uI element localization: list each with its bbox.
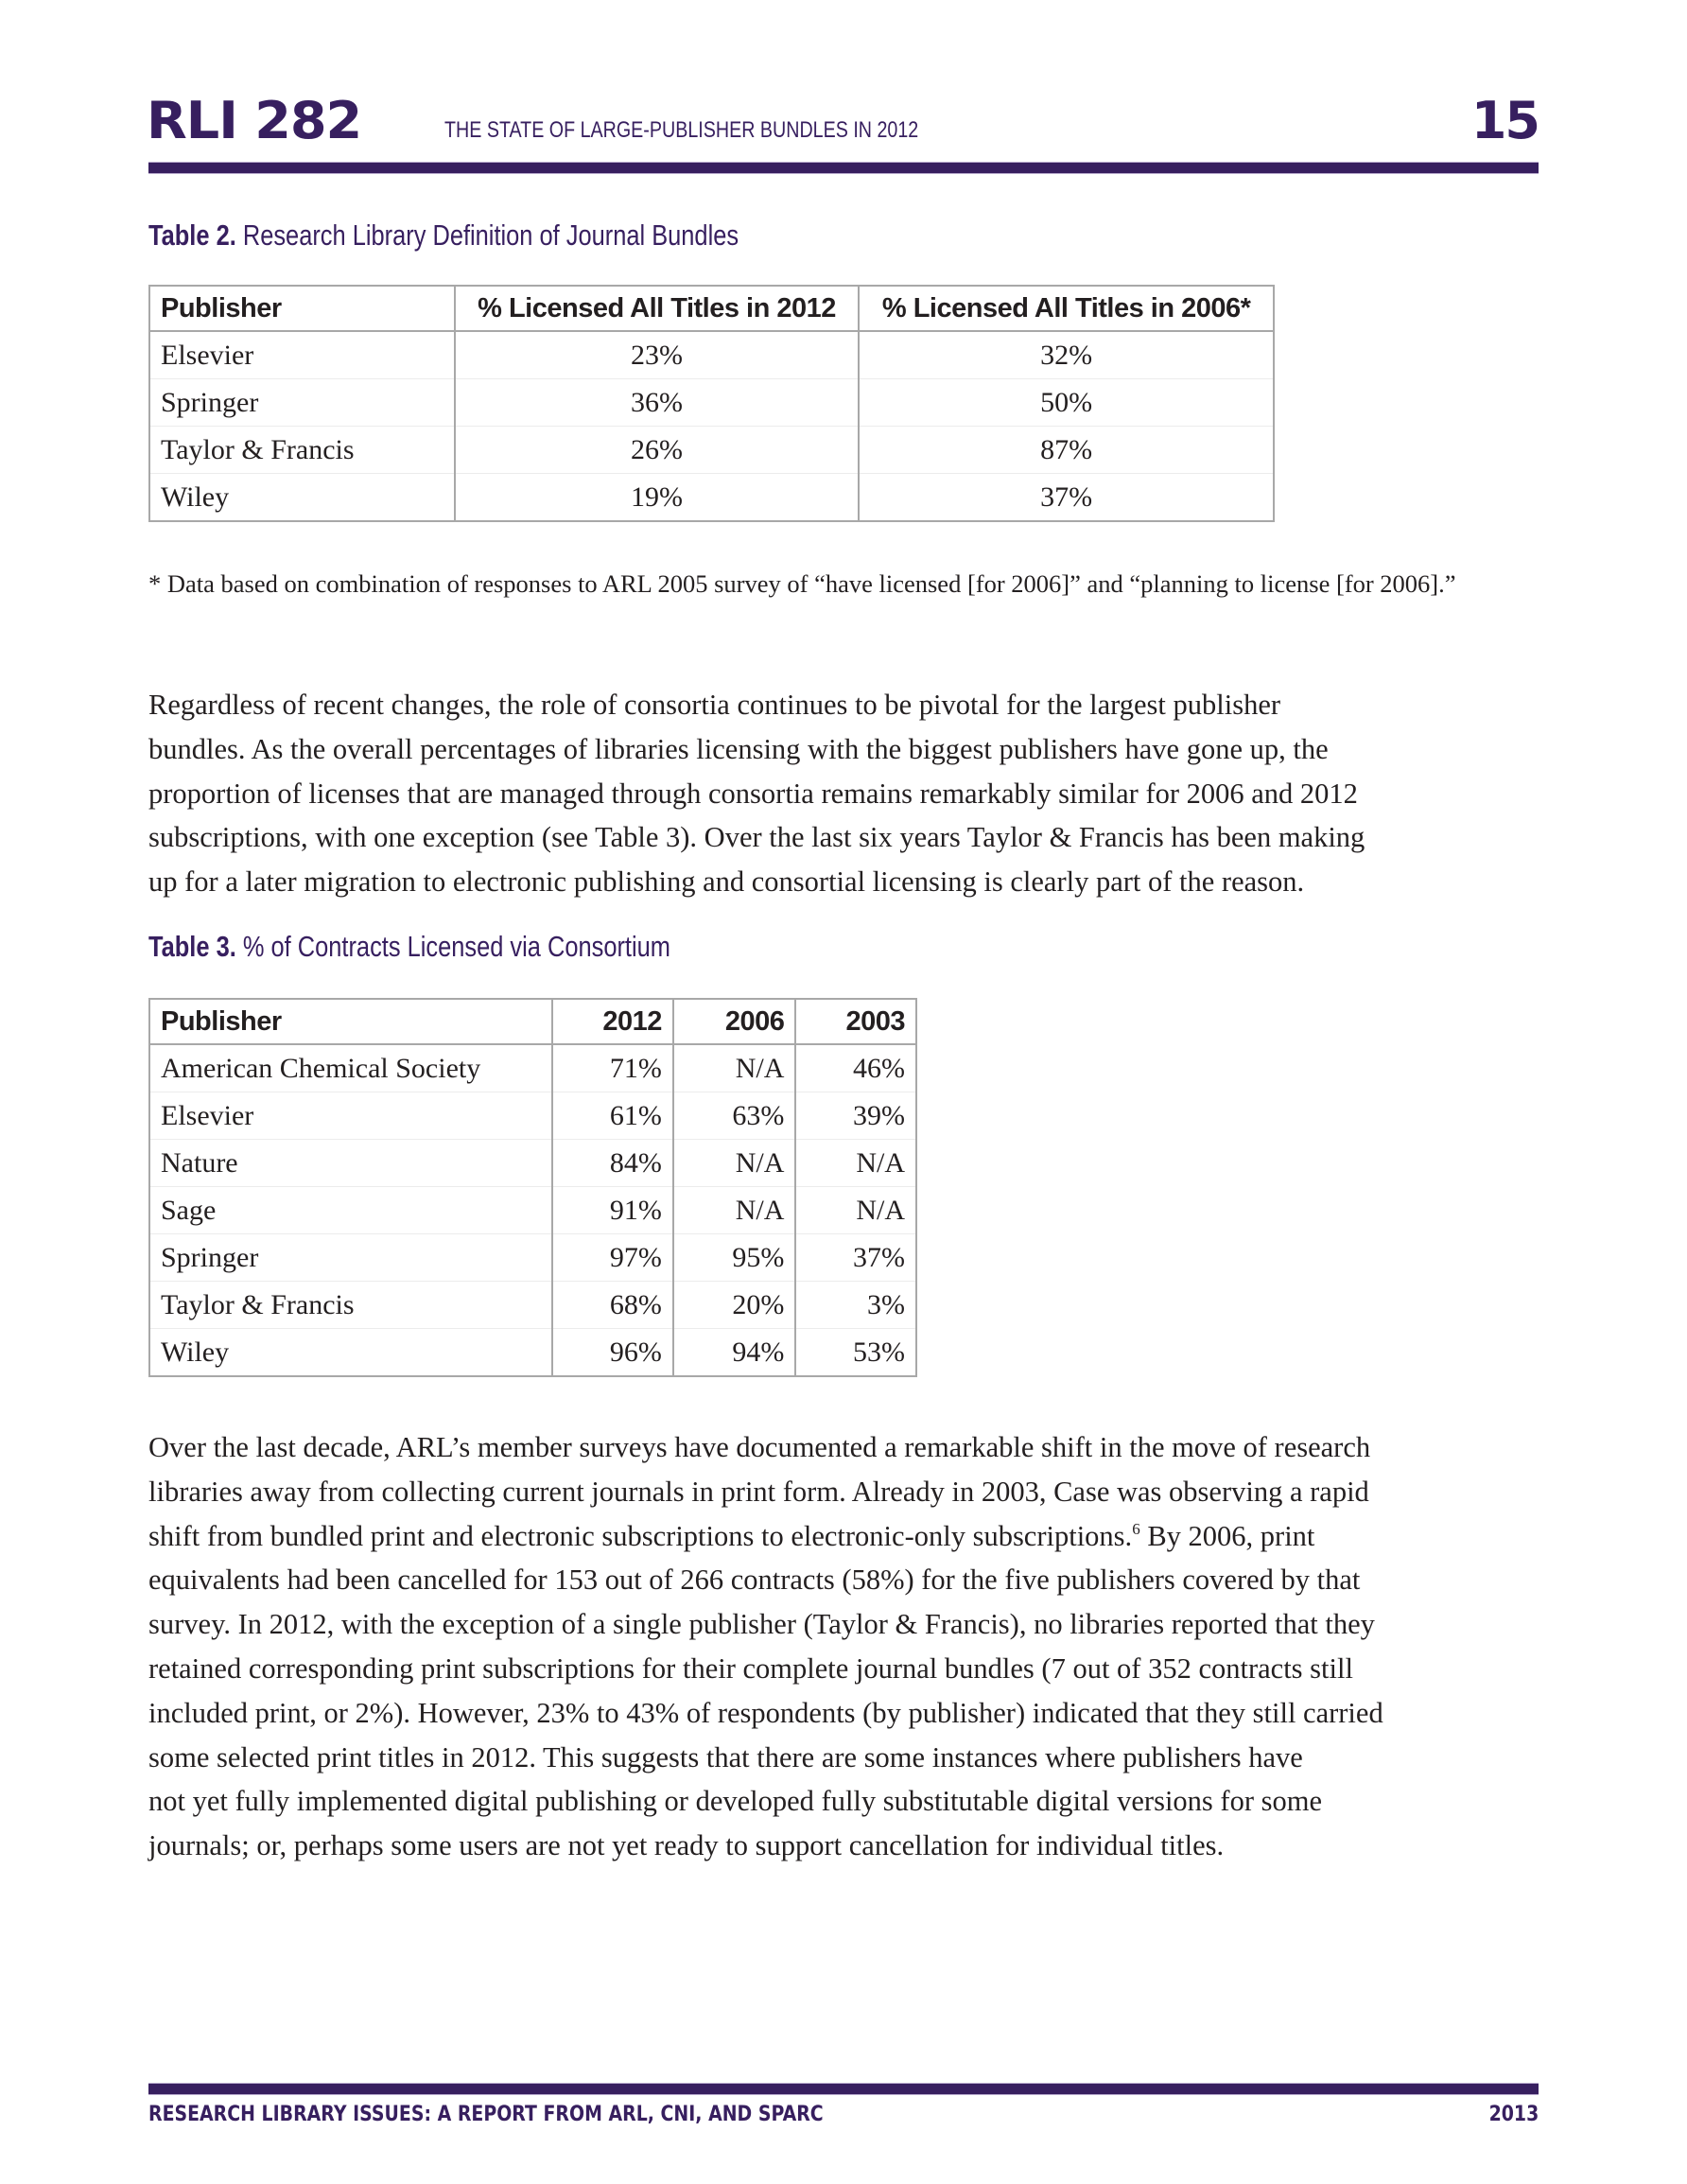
value-cell: 36% — [455, 379, 860, 427]
value-cell: N/A — [795, 1187, 916, 1234]
table-row — [149, 331, 1274, 379]
value-cell: 61% — [552, 1092, 673, 1140]
table2-caption-number: Table 2. — [148, 218, 236, 252]
publisher-cell: American Chemical Society — [149, 1044, 552, 1092]
table-row — [149, 474, 1274, 522]
publisher-cell: Sage — [149, 1187, 552, 1234]
page-number: 15 — [1470, 91, 1539, 150]
paragraph-line: proportion of licenses that are managed through consortia remains remarkably similar for 2006 and 2012 — [148, 777, 1358, 810]
table-row — [149, 1140, 916, 1187]
publisher-cell: Springer — [149, 1234, 552, 1282]
value-cell: 37% — [859, 474, 1274, 522]
table-row — [149, 1234, 916, 1282]
table-row — [149, 379, 1274, 427]
publisher-cell: Wiley — [149, 1329, 552, 1377]
footer-publication: RESEARCH LIBRARY ISSUES: A REPORT FROM ARL, CNI, AND SPARC — [148, 2103, 824, 2126]
table2-col-publisher: Publisher — [149, 286, 455, 331]
publisher-cell: Taylor & Francis — [149, 1282, 552, 1329]
value-cell: N/A — [673, 1140, 796, 1187]
table-row — [149, 1329, 916, 1377]
paragraph-line: some selected print titles in 2012. This suggests that there are some instances where publishers have — [148, 1740, 1303, 1773]
paragraph-line: journals; or, perhaps some users are not yet ready to support cancellation for individual titles. — [148, 1829, 1225, 1862]
value-cell: 3% — [795, 1282, 916, 1329]
table-row — [149, 427, 1274, 474]
value-cell: N/A — [795, 1140, 916, 1187]
paragraph-line: retained corresponding print subscriptions for their complete journal bundles (7 out of 352 contracts still — [148, 1651, 1353, 1685]
value-cell: 53% — [795, 1329, 916, 1377]
table3-header-row — [149, 999, 916, 1044]
value-cell: 91% — [552, 1187, 673, 1234]
value-cell: 71% — [552, 1044, 673, 1092]
table3-col-2006: 2006 — [673, 999, 796, 1044]
running-title: THE STATE OF LARGE-PUBLISHER BUNDLES IN 2012 — [444, 117, 919, 143]
publisher-cell: Elsevier — [149, 331, 455, 379]
paragraph-text: shift from bundled print and electronic subscriptions to electronic-only subscriptions. — [148, 1519, 1133, 1552]
publisher-cell: Elsevier — [149, 1092, 552, 1140]
header-rule — [148, 162, 1539, 174]
paragraph-line: up for a later migration to electronic publishing and consortial licensing is clearly part of the reason. — [148, 865, 1305, 899]
paragraph-line — [148, 1514, 1543, 1559]
paragraph-line: survey. In 2012, with the exception of a single publisher (Taylor & Francis), no libraries reported that they — [148, 1608, 1375, 1641]
table3 — [148, 998, 917, 1377]
footer-year: 2013 — [1488, 2103, 1539, 2126]
value-cell: 20% — [673, 1282, 796, 1329]
table3-caption-text: % of Contracts Licensed via Consortium — [242, 930, 670, 963]
table-row — [149, 1044, 916, 1092]
paragraph-line: equivalents had been cancelled for 153 out of 266 contracts (58%) for the five publishers covered by that — [148, 1564, 1361, 1597]
value-cell: 23% — [455, 331, 860, 379]
table-row — [149, 1187, 916, 1234]
issue-number: RLI 282 — [147, 91, 362, 150]
paragraph-text: By 2006, print — [1139, 1519, 1315, 1552]
paragraph-line: subscriptions, with one exception (see Table 3). Over the last six years Taylor & Francis has been making — [148, 821, 1365, 854]
value-cell: 50% — [859, 379, 1274, 427]
footer-rule — [148, 2083, 1539, 2095]
paragraph-line: libraries away from collecting current journals in print form. Already in 2003, Case was observing a rapid — [148, 1475, 1369, 1508]
table2-header-row — [149, 286, 1274, 331]
value-cell: 26% — [455, 427, 860, 474]
value-cell: 68% — [552, 1282, 673, 1329]
table2-caption-text: Research Library Definition of Journal Bundles — [242, 218, 739, 252]
publisher-cell: Wiley — [149, 474, 455, 522]
value-cell: 46% — [795, 1044, 916, 1092]
publisher-cell: Nature — [149, 1140, 552, 1187]
table-row — [149, 1282, 916, 1329]
value-cell: 32% — [859, 331, 1274, 379]
paragraph-line: not yet fully implemented digital publishing or developed fully substitutable digital versions for some — [148, 1785, 1322, 1818]
value-cell: 96% — [552, 1329, 673, 1377]
value-cell: 63% — [673, 1092, 796, 1140]
paragraph-line: Regardless of recent changes, the role of consortia continues to be pivotal for the largest publisher — [148, 689, 1281, 721]
publisher-cell: Taylor & Francis — [149, 427, 455, 474]
value-cell: 37% — [795, 1234, 916, 1282]
table3-caption-number: Table 3. — [148, 930, 236, 963]
table2-caption — [148, 218, 739, 253]
value-cell: N/A — [673, 1187, 796, 1234]
table2-col-2012: % Licensed All Titles in 2012 — [455, 286, 860, 331]
table2-col-2006: % Licensed All Titles in 2006* — [859, 286, 1274, 331]
value-cell: 84% — [552, 1140, 673, 1187]
value-cell: 39% — [795, 1092, 916, 1140]
value-cell: N/A — [673, 1044, 796, 1092]
table3-caption — [148, 930, 670, 964]
paragraph-line: Over the last decade, ARL’s member surveys have documented a remarkable shift in the move of research — [148, 1431, 1371, 1463]
table2-footnote: * Data based on combination of responses to ARL 2005 survey of “have licensed [for 2006]” and “planning to license [for 2006].” — [148, 569, 1456, 598]
body-paragraph-2 — [148, 1425, 1543, 1868]
value-cell: 19% — [455, 474, 860, 522]
footnote-reference[interactable]: 6 — [1132, 1519, 1140, 1538]
table3-col-2003: 2003 — [795, 999, 916, 1044]
value-cell: 97% — [552, 1234, 673, 1282]
body-paragraph-1 — [148, 683, 1543, 904]
publisher-cell: Springer — [149, 379, 455, 427]
paragraph-line: included print, or 2%). However, 23% to 43% of respondents (by publisher) indicated that they still carried — [148, 1696, 1383, 1729]
table3-col-publisher: Publisher — [149, 999, 552, 1044]
table-row — [149, 1092, 916, 1140]
value-cell: 94% — [673, 1329, 796, 1377]
value-cell: 87% — [859, 427, 1274, 474]
table2 — [148, 285, 1275, 522]
paragraph-line: bundles. As the overall percentages of libraries licensing with the biggest publishers have gone up, the — [148, 732, 1329, 765]
table3-col-2012: 2012 — [552, 999, 673, 1044]
value-cell: 95% — [673, 1234, 796, 1282]
